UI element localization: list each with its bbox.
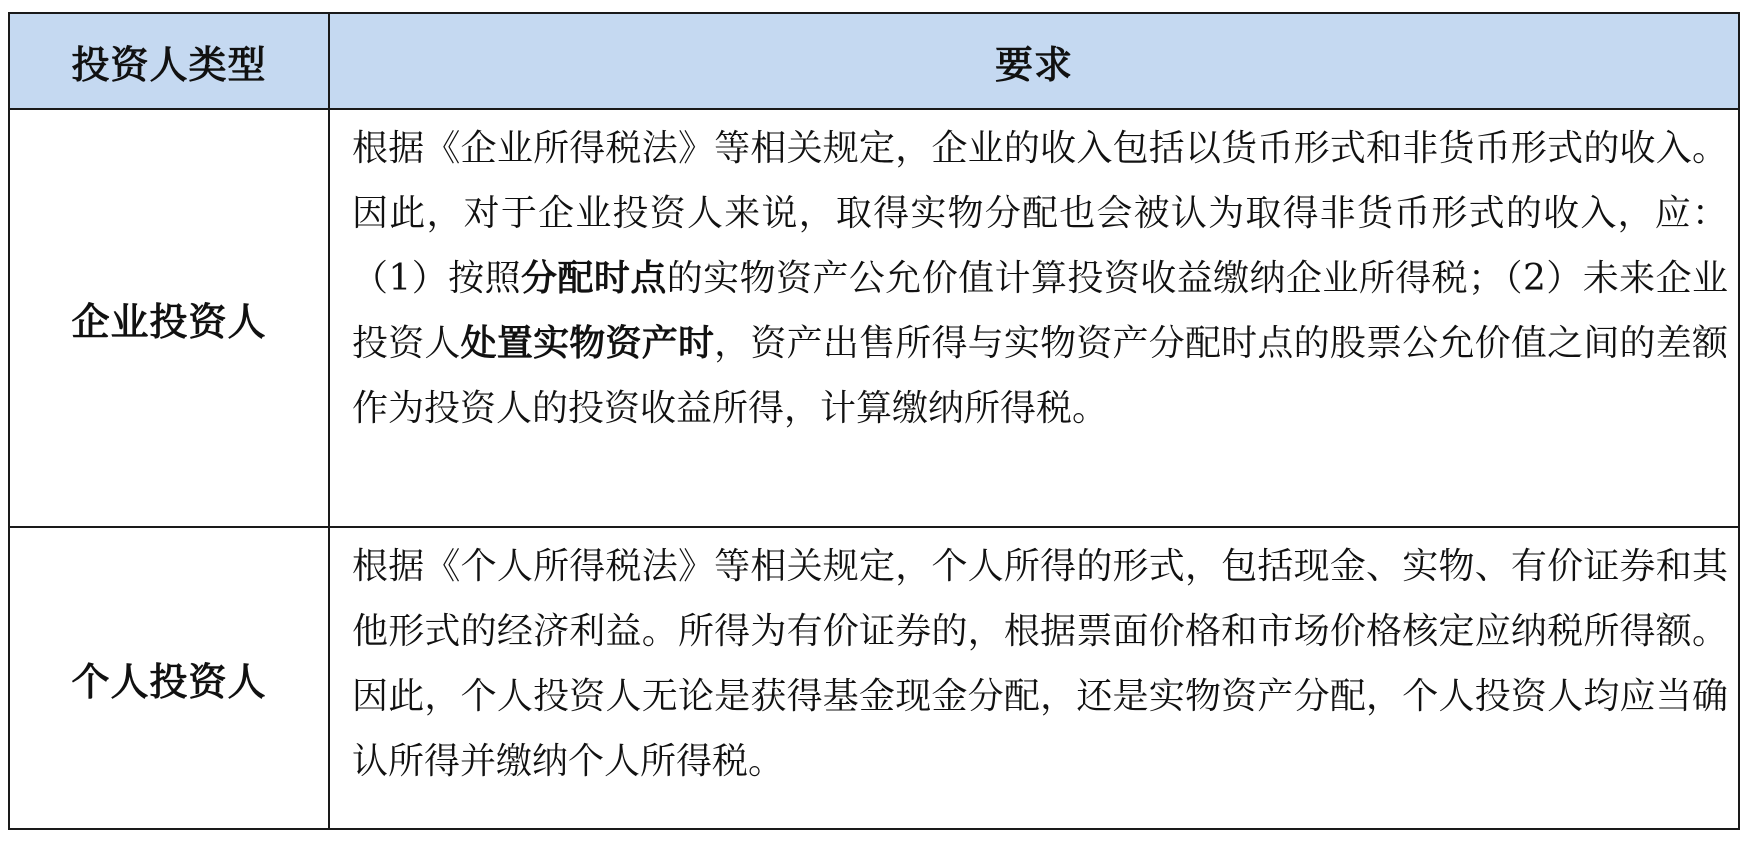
- header-investor-type: 投资人类型: [9, 13, 329, 109]
- investor-type-individual: 个人投资人: [9, 527, 329, 829]
- investor-requirements-table: [8, 12, 1740, 830]
- investor-type-enterprise: 企业投资人: [9, 109, 329, 527]
- requirement-text: 的实物资产公允价值计算投资收益缴纳企业所得税；（2）未来企业投资人: [352, 258, 1728, 364]
- table-header-row: [9, 13, 1739, 109]
- requirement-individual: [329, 527, 1739, 829]
- table-row: [9, 109, 1739, 527]
- requirement-emphasis: 分配时点: [521, 258, 667, 299]
- requirement-text: 根据《企业所得税法》等相关规定，企业的收入包括以货币形式和非货币形式的收入。因此，对于企业投资人来说，取得实物分配也会被认为取得非货币形式的收入，应：（1）按照: [352, 128, 1728, 299]
- requirement-text: 根据《个人所得税法》等相关规定，个人所得的形式，包括现金、实物、有价证券和其他形式的经济利益。所得为有价证券的，根据票面价格和市场价格核定应纳税所得额。因此，个人投资人无论是获得基金现金分配，还是实物资产分配，个人投资人均应当确认所得并缴纳个人所得税。: [352, 546, 1728, 782]
- requirement-enterprise: [329, 109, 1739, 527]
- requirement-text: ，资产出售所得与实物资产分配时点的股票公允价值之间的差额作为投资人的投资收益所得，计算缴纳所得税。: [352, 323, 1728, 429]
- header-requirement: 要求: [329, 13, 1739, 109]
- requirement-emphasis: 处置实物资产时: [460, 323, 715, 364]
- table-row: [9, 527, 1739, 829]
